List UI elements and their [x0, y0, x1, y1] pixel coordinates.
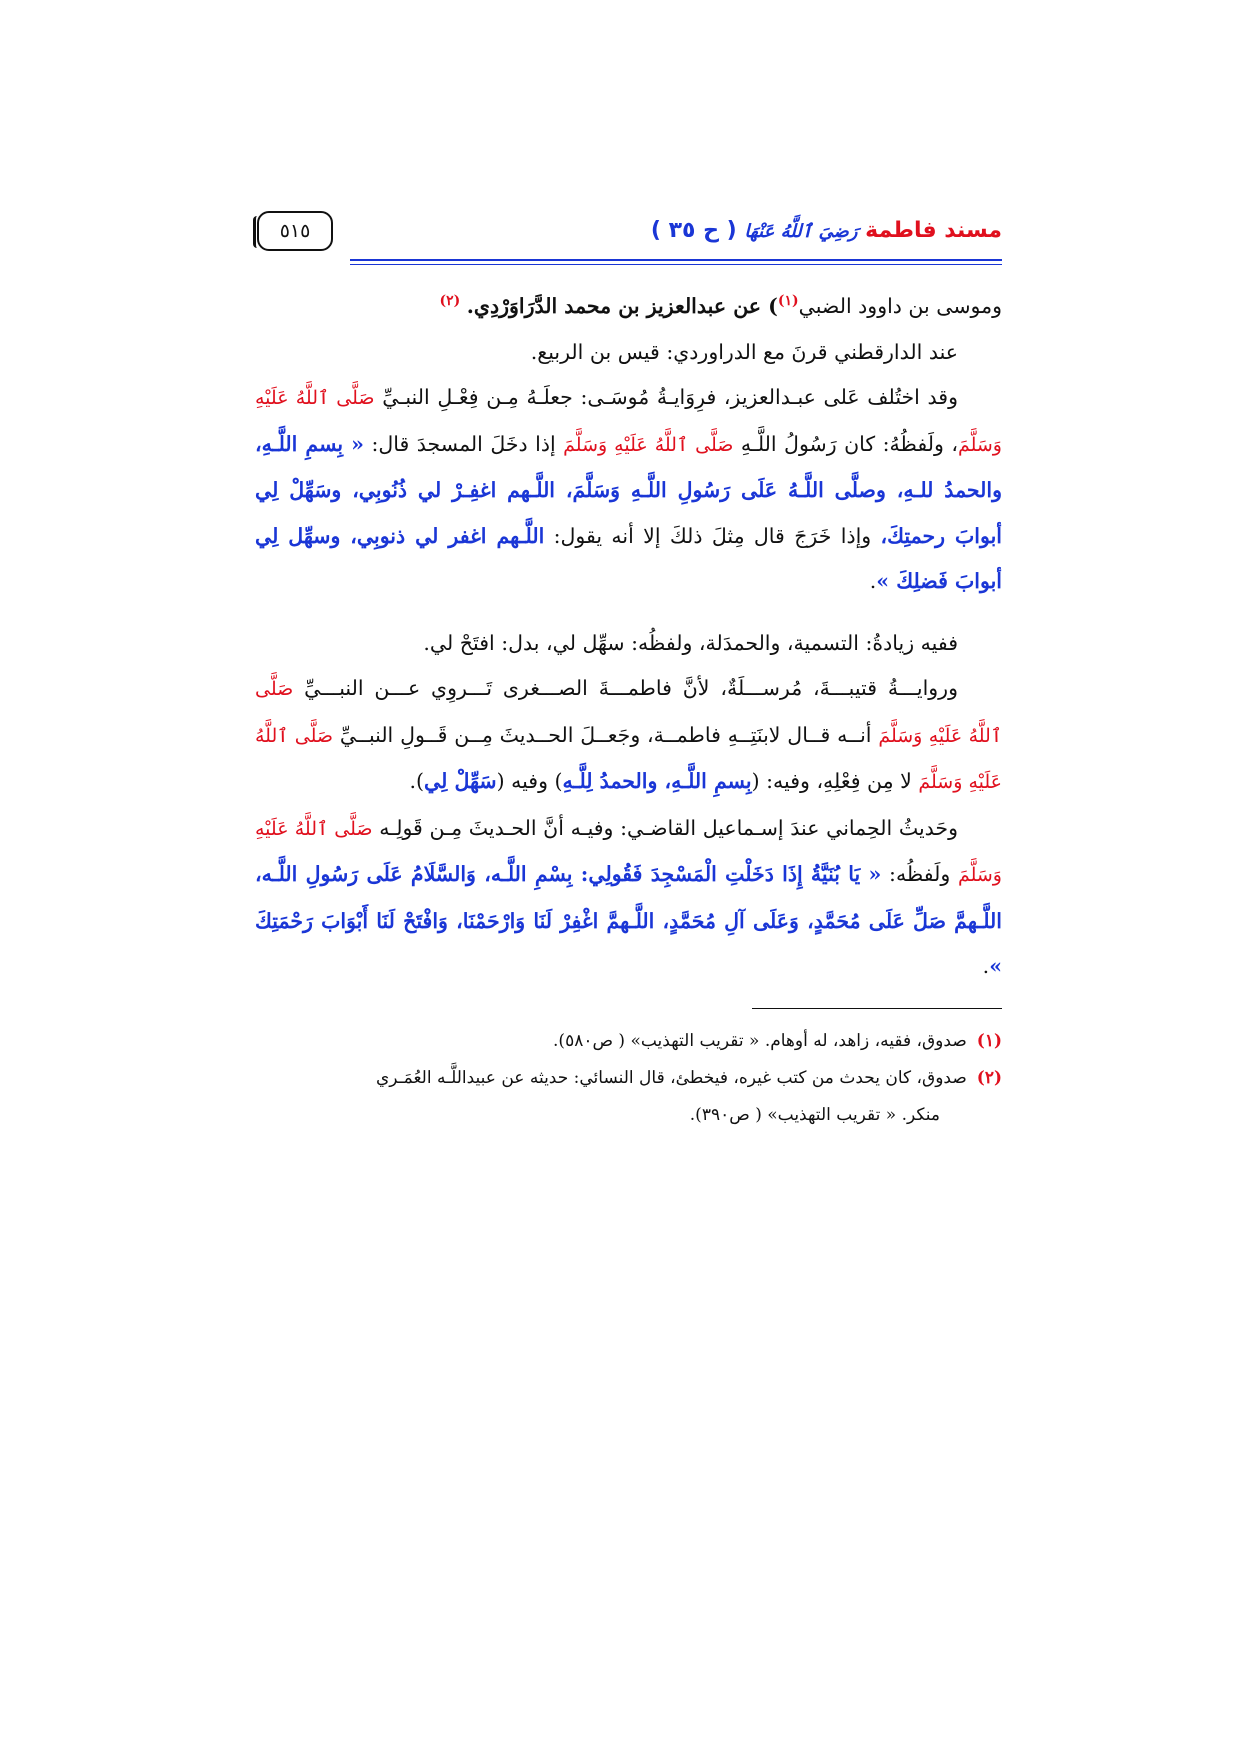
text: وموسى بن داوود الضبي — [798, 294, 1002, 318]
footnote — [255, 1023, 1002, 1060]
main-text — [255, 284, 1002, 990]
text: وحَديثُ الحِماني عندَ إسـماعيل القاضـي: وفيـه أنَّ الحـديثَ مِـن قَولِـه — [379, 815, 958, 840]
paragraph — [255, 666, 1002, 806]
header-rule — [350, 259, 1002, 261]
header-rule-thin — [350, 264, 1002, 265]
paragraph — [255, 330, 1002, 376]
hadith-number: ( ح ٣٥ ) — [650, 218, 737, 243]
salutation-glyph: صَلَّى ٱللَّهُ عَلَيْهِ وَسَلَّمَ — [255, 387, 1002, 456]
footnotes — [255, 1023, 1002, 1134]
text: إذا دخَلَ المسجدَ قال: — [371, 431, 556, 456]
footnote-ref: (٢) — [439, 293, 461, 310]
running-title — [651, 218, 1002, 243]
paragraph — [255, 284, 1002, 330]
footnote — [255, 1060, 1002, 1097]
text: ) وفيه ( — [496, 769, 563, 793]
paragraph — [255, 621, 1002, 667]
paragraph — [255, 806, 1002, 990]
text: وقد اختُلف عَلى عبـدالعزيز، فرِوَايـةُ مُوسَـى: جعلَـهُ مِـن فِعْـلِ النبـيِّ — [382, 385, 958, 409]
salutation-glyph: صَلَّى ٱللَّهُ عَلَيْهِ وَسَلَّمَ — [255, 678, 1002, 747]
footnote-continuation: منكر. « تقريب التهذيب» ( ص٣٩٠). — [689, 1104, 940, 1125]
text: ففيه زيادةُ: التسمية، والحمدَلة، ولفظُه: سهِّل لي، بدل: افتَحْ لي. — [423, 630, 958, 655]
text: وروايـــةُ قتيبـــةَ، مُرســـلَةٌ، لأنَّ فاطمـــةَ الصـــغرى تَـــروِي عـــن النبـــيِّ — [304, 676, 958, 700]
footnote-text: صدوق، فقيه، زاهد، له أوهام. « تقريب التهذيب» ( ص٥٨٠). — [553, 1030, 967, 1051]
paragraph — [255, 375, 1002, 605]
text: ، ولَفظُهُ: كان رَسُولُ اللَّـهِ — [740, 431, 958, 456]
text: ). — [409, 769, 424, 793]
text: . — [869, 569, 877, 593]
text: أنــه قــال لابنَتِــهِ فاطمــة، وجَعــلَ الحــديثَ مِــن قَــولِ النبــيِّ — [339, 722, 872, 747]
book-title: مسند فاطمة — [865, 218, 1002, 243]
page — [255, 218, 1002, 1134]
hadith-text: « بِسمِ اللَّـهِ، والحمدُ للـهِ، وصلَّى اللَّـهُ عَلَى رَسُولِ اللَّـهِ وَسَلَّمَ، اللَّـهم اغفِـرْ لي ذُنُوبِي، وسَهِّلْ لِي أبوابَ رحمتِكَ، — [255, 431, 1002, 548]
text: ولَفظُه: — [889, 862, 951, 886]
hadith-text: بِسمِ اللَّـهِ، والحمدُ لِلَّـهِ — [562, 769, 752, 793]
footnote-ref: (١) — [777, 293, 799, 310]
text: لا مِن فِعْلِهِ، وفيه: ( — [751, 769, 912, 793]
salutation-glyph: صَلَّى ٱللَّهُ عَلَيْهِ وَسَلَّمَ — [563, 433, 734, 456]
salutation-glyph: صَلَّى ٱللَّهُ عَلَيْهِ وَسَلَّمَ — [255, 817, 1002, 886]
footnote-text: صدوق، كان يحدث من كتب غيره، فيخطئ، قال النسائي: حديثه عن عبيداللَّـه العُمَـري — [375, 1067, 967, 1088]
hadith-text: اللَّـهم اغفر لي ذنوبِي، وسهِّل لِي أبوابَ فَضلِكَ » — [255, 523, 1002, 593]
text-bold: ) عن عبدالعزيز بن محمد الدَّرَاوَرْدِي. — [466, 294, 778, 318]
footnote-marker: (١) — [976, 1030, 1002, 1051]
hadith-text: « يَا بُنَيَّةُ إِذَا دَخَلْتِ الْمَسْجِدَ فَقُولِي: بِسْمِ اللَّـه، وَالسَّلَامُ عَلَى رَسُولِ اللَّـه، اللَّـهمَّ صَلِّ عَلَى مُحَمَّدٍ، وَعَلَى آلِ مُحَمَّدٍ، اللَّـهمَّ اغْفِرْ لَنَا وَارْحَمْنَا، وَافْتَحْ لَنَا أَبْوَابَ رَحْمَتِكَ » — [255, 862, 1002, 978]
footnote-separator — [752, 1008, 1002, 1009]
honorific: رَضِيَ ٱللَّهُ عَنْهَا — [744, 221, 858, 242]
text: عند الدارقطني قرنَ مع الدراوردي: قيس بن الربيع. — [530, 339, 958, 364]
footnote-marker: (٢) — [976, 1067, 1002, 1088]
text: وإذا خَرَجَ قال مِثلَ ذلكَ إلا أنه يقول: — [553, 523, 872, 548]
salutation-glyph: صَلَّى ٱللَّهُ عَلَيْهِ وَسَلَّمَ — [255, 724, 1002, 793]
text: . — [982, 954, 990, 978]
hadith-text: سَهِّلْ لِي — [423, 769, 497, 793]
page-header — [255, 218, 1002, 264]
page-number: ٥١٥ — [257, 211, 333, 251]
